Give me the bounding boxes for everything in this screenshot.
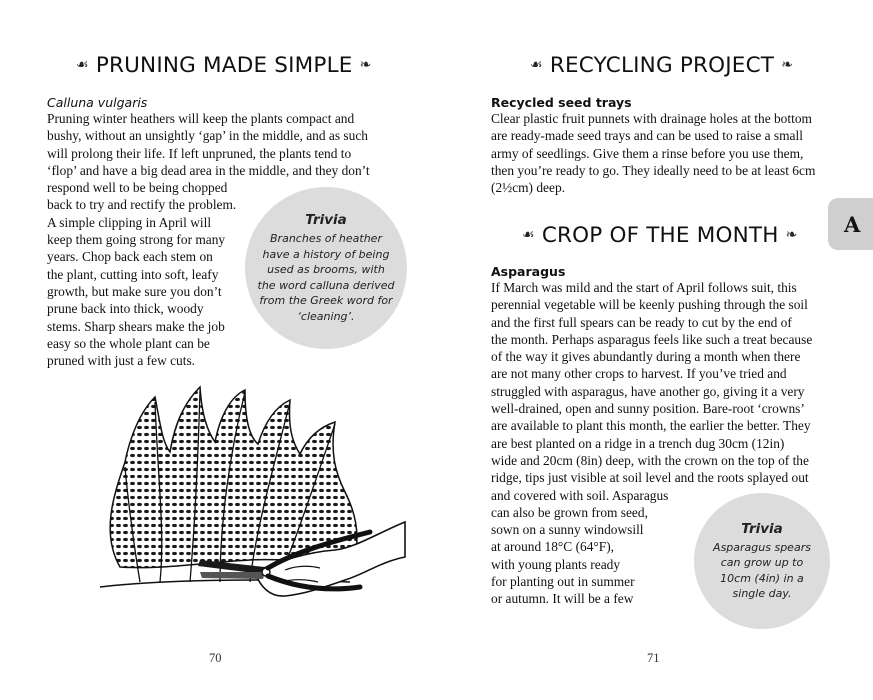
body-line: stems. Sharp shears make the job [47, 318, 225, 334]
body-line: ‘flop’ and have a big dead area in the middle, and they don’t [47, 162, 370, 178]
ornament-right-icon: ❧ [359, 57, 372, 73]
ornament-left-icon: ☙ [530, 57, 543, 73]
body-line: perennial vegetable will be keenly pushing through the soil [491, 297, 808, 313]
trivia-line: Asparagus spears [713, 540, 811, 554]
body-line: well-drained, open and sunny position. Bare-root ‘crowns’ [491, 401, 805, 417]
subheading-calluna-vulgaris: Calluna vulgaris [47, 95, 148, 110]
body-line: struggled with asparagus, have another go, giving it a very [491, 383, 805, 399]
body-line: of the way it gives abundantly during a month when there [491, 349, 801, 365]
heading-text: CROP OF THE MONTH [541, 223, 779, 248]
body-line: with young plants ready [491, 556, 621, 572]
body-line: for planting out in summer [491, 574, 635, 590]
trivia-circle-heather [245, 187, 407, 349]
trivia-line: 10cm (4in) in a [720, 571, 804, 585]
body-line: will prolong their life. If left unpruned, the plants tend to [47, 145, 352, 161]
body-line: prune back into thick, woody [47, 301, 204, 317]
heading-text: PRUNING MADE SIMPLE [95, 53, 353, 78]
body-line: at around 18°C (64°F), [491, 539, 615, 555]
subheading-recycled-seed-trays: Recycled seed trays [491, 95, 632, 110]
body-line: If March was mild and the start of April follows suit, this [491, 280, 797, 295]
heather-bush-with-pruning-shears-icon [80, 382, 410, 630]
body-line: Clear plastic fruit punnets with drainage holes at the bottom [491, 111, 812, 126]
body-line: years. Chop back each stem on [47, 249, 213, 265]
body-line: pruned with just a few cuts. [47, 353, 196, 369]
body-line: can also be grown from seed, [491, 504, 648, 520]
thumb-index-tab: A [828, 198, 873, 250]
heading-crop-of-the-month [522, 223, 798, 248]
trivia-title: Trivia [741, 520, 783, 537]
body-line: then you’re ready to go. They ideally need to be at least 6cm [491, 162, 816, 178]
recycling-body-text [491, 110, 815, 196]
body-line: easy so the whole plant can be [47, 335, 210, 351]
ornament-right-icon: ❧ [785, 227, 798, 243]
body-line: back to try and rectify the problem. [47, 197, 237, 213]
body-line: and covered with soil. Asparagus [491, 487, 669, 503]
body-line: are not many other crops to harvest. If you’ve tried and [491, 366, 787, 382]
ornament-right-icon: ❧ [781, 57, 794, 73]
ornament-left-icon: ☙ [76, 57, 89, 73]
heading-text: RECYCLING PROJECT [549, 53, 775, 78]
body-line: sown on a sunny windowsill [491, 522, 644, 538]
heading-recycling-project [530, 53, 793, 78]
trivia-line: can grow up to [720, 556, 804, 569]
trivia-line: have a history of being [262, 247, 390, 261]
body-line: army of seedlings. Give them a rinse before you use them, [491, 145, 804, 161]
heading-pruning-made-simple [76, 53, 372, 78]
body-line: Pruning winter heathers will keep the plants compact and [47, 111, 355, 126]
body-line: growth, but make sure you don’t [47, 283, 222, 299]
body-line: or autumn. It will be a few [491, 591, 634, 607]
page-number-right: 71 [647, 651, 660, 665]
subheading-asparagus: Asparagus [491, 264, 566, 279]
trivia-line: single day. [732, 587, 792, 600]
body-line: ridge, tips just visible at soil level and the roots splayed out [491, 470, 809, 486]
trivia-line: used as brooms, with [267, 263, 385, 276]
trivia-line: Branches of heather [270, 232, 382, 245]
body-line: keep them going strong for many [47, 232, 226, 248]
body-line: (2½cm) deep. [491, 180, 565, 196]
body-line: respond well to be being chopped [47, 180, 228, 196]
body-line: A simple clipping in April will [47, 214, 212, 230]
trivia-line: ‘cleaning’. [297, 309, 355, 323]
body-line: are ready-made seed trays and can be used to raise a small [491, 128, 803, 144]
body-line: wide and 20cm (8in) deep, with the crown on the top of the [491, 452, 809, 468]
trivia-body [713, 540, 811, 602]
trivia-body [258, 231, 395, 324]
trivia-title: Trivia [305, 212, 347, 228]
body-line: and the first full spears can be ready to cut by the end of [491, 314, 792, 330]
page-number-left: 70 [209, 651, 222, 665]
body-line: the month. Perhaps asparagus feels like such a treat because [491, 331, 813, 347]
body-line: the plant, cutting into soft, leafy [47, 266, 219, 282]
trivia-line: from the Greek word for [259, 294, 393, 307]
trivia-line: the word calluna derived [257, 278, 395, 292]
body-line: are best planted on a ridge in a trench dug 30cm (12in) [491, 435, 785, 451]
ornament-left-icon: ☙ [522, 227, 535, 243]
trivia-circle-asparagus [694, 493, 830, 629]
body-line: bushy, without an unsightly ‘gap’ in the middle, and as such [47, 128, 368, 144]
body-line: are available to plant this month, the earlier the better. They [491, 418, 811, 434]
